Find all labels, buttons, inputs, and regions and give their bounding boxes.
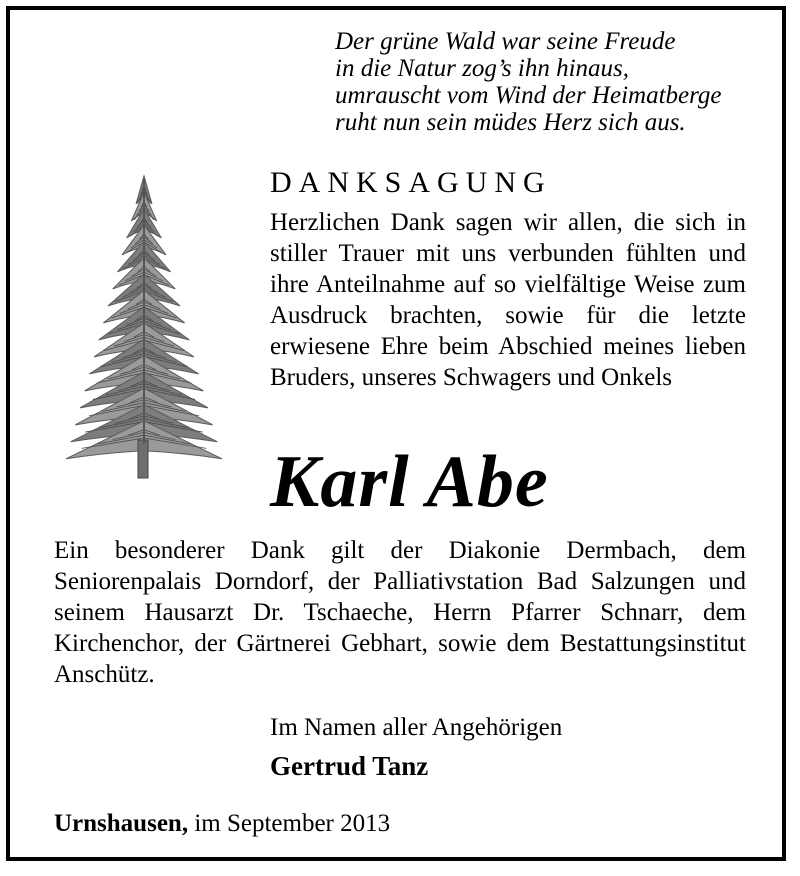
place: Urnshausen,: [54, 810, 189, 837]
special-thanks-paragraph: Ein besonderer Dank gilt der Diakonie Dermbach, dem Seniorenpalais Dorndorf, der Palliativstation Bad Salzungen und seinem Hausarzt Dr. Tschaeche, Herrn Pfarrer Schnarr, dem Kirchenchor, der Gärtnerei Gebhart, sowie dem Bestattungsinstitut Anschütz.: [54, 537, 746, 688]
thanks-paragraph: Herzlichen Dank sagen wir allen, die sich in stiller Trauer mit uns verbunden fühlten und ihre Anteilnahme auf so vielfältige Weise zum Ausdruck brachten, sowie für die letzte erwiesene Ehre beim Abschied meines lieben Bruders, unseres Schwagers und Onkels: [270, 209, 746, 391]
poem-line: umrauscht vom Wind der Heimatberge: [335, 82, 722, 109]
heading: DANKSAGUNG: [270, 166, 552, 199]
poem-line: ruht nun sein müdes Herz sich aus.: [335, 109, 686, 136]
behalf-line: Im Namen aller Angehörigen: [270, 714, 563, 741]
poem-line: in die Natur zog’s ihn hinaus,: [335, 55, 630, 82]
deceased-name: Karl Abe: [270, 441, 549, 523]
place-date: [54, 810, 390, 838]
fir-tree-icon: [62, 172, 226, 482]
date: im September 2013: [194, 810, 391, 837]
poem-line: Der grüne Wald war seine Freude: [335, 28, 676, 55]
signer-name: Gertrud Tanz: [270, 751, 429, 781]
poem: [335, 28, 775, 136]
